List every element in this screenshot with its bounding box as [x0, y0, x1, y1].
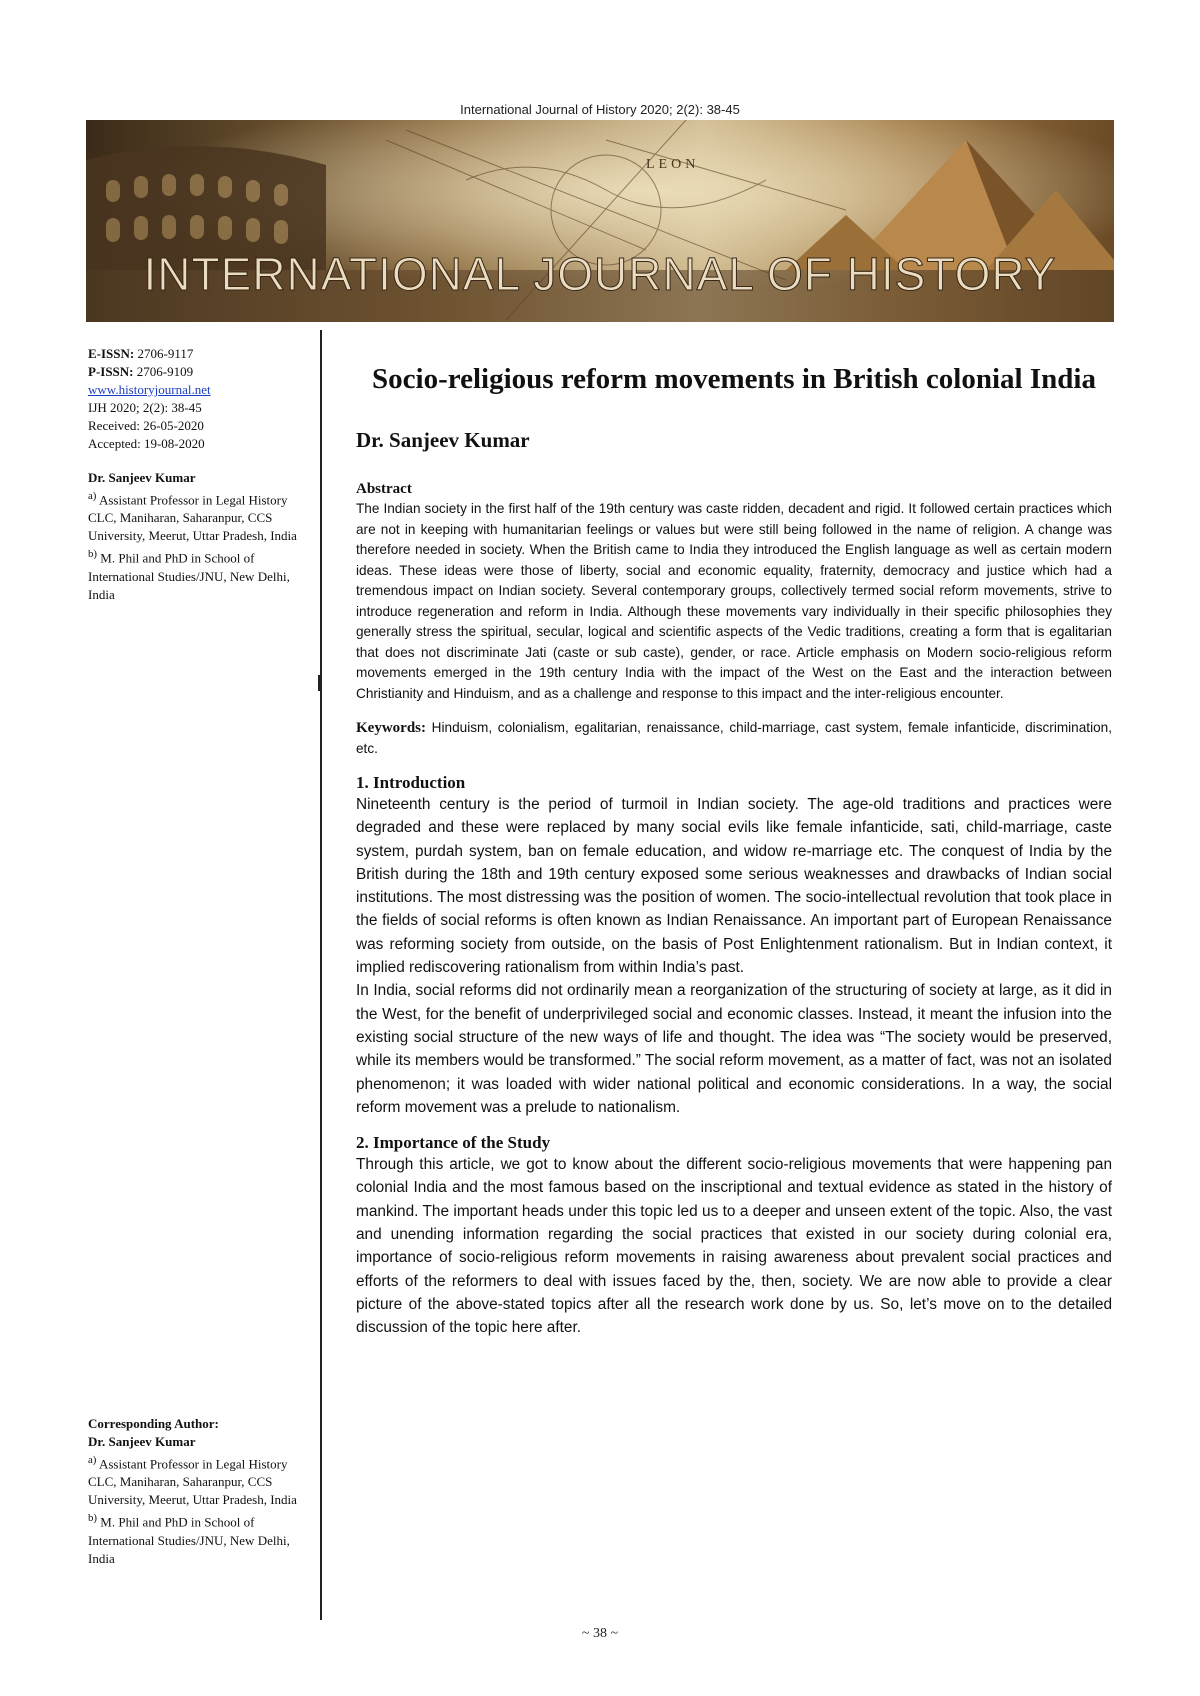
eissn-label: E-ISSN: [88, 346, 135, 361]
corresponding-author-label: Corresponding Author: [88, 1416, 219, 1431]
abstract-heading: Abstract [356, 481, 412, 497]
section-2-paragraph-1: Through this article, we got to know about the different socio-religious movements that were happening pan colonial India and the most famous based on the inscriptional and textual evidence as stated in the history of mankind. The important heads under this topic led us to a deeper and unseen extent of the topic. Also, the vast and unending information regarding the social practices that existed in our society during colonial era, importance of socio-religious reform movements in raising awareness about prevalent social practices and efforts of the reformers to deal with issues faced by the, then, society. We are now able to provide a clear picture of the above-stated topics after all the research work done by us. So, let’s move on to the detailed discussion of the topic here after. [356, 1156, 1112, 1337]
eissn-line [88, 345, 313, 363]
corresponding-author-block [88, 1415, 313, 1568]
article-main [356, 360, 1112, 1340]
section-2-heading: 2. Importance of the Study [356, 1133, 551, 1153]
journal-url-link[interactable]: www.historyjournal.net [88, 382, 211, 397]
corr-affiliation-b-text: M. Phil and PhD in School of International Studies/JNU, New Delhi, India [88, 1514, 290, 1566]
accepted-date: Accepted: 19-08-2020 [88, 436, 205, 451]
keywords [356, 718, 1112, 759]
eissn-value: 2706-9117 [137, 346, 194, 361]
affiliation-a [88, 487, 313, 545]
column-divider [320, 330, 322, 1620]
affiliation-b-mark: b) [88, 548, 98, 561]
section-1-paragraph-1: Nineteenth century is the period of turmoil in Indian society. The age-old traditions and practices were degraded and these were replaced by many social evils like female infanticide, sati, child-marriage, caste system, purdah system, ban on female education, and widow re-marriage etc. The conquest of India by the British during the 18th and 19th century exposed some serious weaknesses and drawbacks of Indian social institutions. The most distressing was the position of women. The socio-intellectual revolution that took place in the fields of social reforms is often known as Indian Renaissance. An important part of European Renaissance was reforming society from outside, on the basis of Post Enlightenment rationalism. But in Indian context, it implied rediscovering rationalism from within India’s past. [356, 796, 1112, 977]
journal-banner [86, 120, 1114, 322]
left-sidebar [88, 345, 313, 1566]
page-number: ~ 38 ~ [581, 1626, 619, 1641]
corr-affiliation-a [88, 1451, 313, 1509]
affiliation-b-text: M. Phil and PhD in School of International Studies/JNU, New Delhi, India [88, 550, 290, 602]
abstract-text: The Indian society in the first half of the 19th century was caste ridden, decadent and rigid. It followed certain practices which are not in keeping with humanitarian feelings or values but were still being followed in the name of religion. A change was therefore needed in society. When the British came to India they introduced the English language as well as certain modern ideas. These ideas were those of liberty, social and economic equality, fraternity, democracy and justice which had a tremendous impact on Indian society. Several contemporary groups, collectively termed social reform movements, strive to introduce regeneration and reform in India. Although these movements vary individually in their specific philosophies they generally stress the spiritual, secular, logical and scientific aspects of the Vedic traditions, creating a form that is egalitarian that does not discriminate Jati (caste or sub caste), gender, or race. Article emphasis on Modern socio-religious reform movements emerged in the 19th century India with the impact of the West on the East and the interaction between Christianity and Hinduism, and as a challenge and response to this impact and the inter-religious encounter. [356, 501, 1112, 701]
section-1-paragraph-2: In India, social reforms did not ordinarily mean a reorganization of the structuring of society at large, as it did in the West, for the benefit of underprivileged social and economic classes. Instead, it meant the infusion into the existing social structure of the new ways of life and thought. The idea was “The society would be preserved, while its members would be transformed.” The social reform movement, as a matter of fact, was not an isolated phenomenon; it was loaded with wider national political and economic considerations. In a way, the social reform movement was a prelude to nationalism. [356, 982, 1112, 1116]
column-divider-tick [318, 675, 322, 691]
affiliation-a-mark: a) [88, 490, 97, 502]
corr-affiliation-a-text: Assistant Professor in Legal History CLC, Maniharan, Saharanpur, CCS University, Meerut, Uttar Pradesh, India [88, 1456, 297, 1508]
map-label: LEON [646, 157, 700, 172]
section-1-heading: 1. Introduction [356, 773, 466, 792]
corresponding-author-name: Dr. Sanjeev Kumar [88, 1434, 196, 1449]
affiliation-a-text: Assistant Professor in Legal History CLC, Maniharan, Saharanpur, CCS University, Meerut, Uttar Pradesh, India [88, 492, 297, 544]
pissn-label: P-ISSN: [88, 364, 134, 379]
banner-image [86, 120, 1114, 322]
article-title: Socio-religious reform movements in British colonial India [372, 363, 1096, 395]
corr-affiliation-a-mark: a) [88, 1454, 97, 1466]
running-head: International Journal of History 2020; 2(2): 38-45 [460, 102, 740, 117]
corr-affiliation-b-mark: b) [88, 1512, 98, 1525]
received-date: Received: 26-05-2020 [88, 418, 204, 433]
pissn-line [88, 363, 313, 381]
article-author: Dr. Sanjeev Kumar [356, 428, 530, 452]
corr-affiliation-b [88, 1509, 313, 1567]
pissn-value: 2706-9109 [136, 364, 194, 379]
citation: IJH 2020; 2(2): 38-45 [88, 400, 202, 415]
keywords-label: Keywords: [356, 720, 426, 736]
keywords-text: Hinduism, colonialism, egalitarian, renaissance, child-marriage, cast system, female infanticide, discrimination, etc. [356, 720, 1112, 756]
affiliation-b [88, 545, 313, 603]
sidebar-author-name: Dr. Sanjeev Kumar [88, 470, 196, 485]
banner-title: INTERNATIONAL JOURNAL OF HISTORY [143, 248, 1057, 300]
